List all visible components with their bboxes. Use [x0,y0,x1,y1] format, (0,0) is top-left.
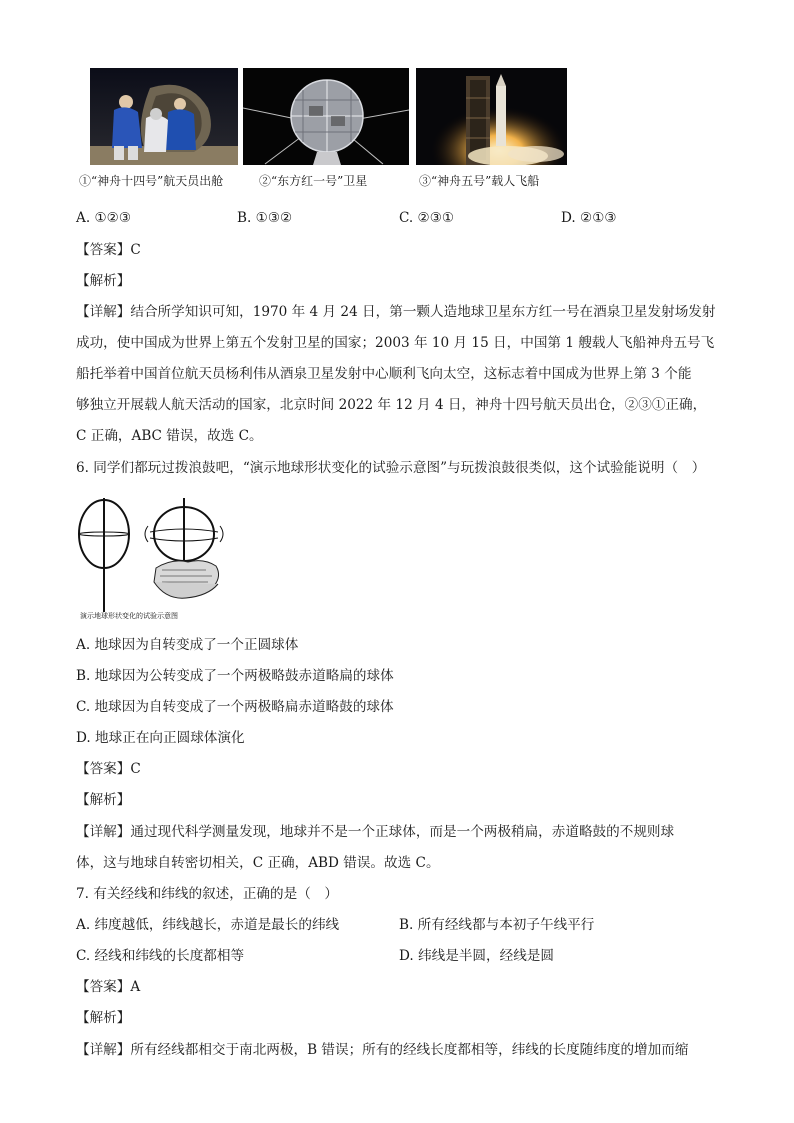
dongfanghong-satellite-photo [243,68,409,165]
q6-question: 6. 同学们都玩过拨浪鼓吧，“演示地球形状变化的试验示意图”与玩拨浪鼓很类似，这个试验能说明（ ） [76,460,706,476]
q6-detail-line-1: 【详解】通过现代科学测量发现，地球并不是一个正球体，而是一个两极稍扁，赤道略鼓的不规则球 [76,824,675,840]
q6-detail-line-2: 体，这与地球自转密切相关，C 正确，ABD 错误。故选 C。 [76,855,440,871]
q7-question: 7. 有关经线和纬线的叙述，正确的是（ ） [76,886,338,902]
q5-option-a: A. ①②③ [76,210,132,226]
q7-option-b: B. 所有经线都与本初子午线平行 [399,917,595,933]
q5-option-c: C. ②③① [399,210,455,226]
q6-option-d: D. 地球正在向正圆球体演化 [76,730,245,746]
q7-option-a: A. 纬度越低，纬线越长，赤道是最长的纬线 [76,917,340,933]
q6-option-a: A. 地球因为自转变成了一个正圆球体 [76,637,299,653]
q5-option-b: B. ①③② [237,210,293,226]
q7-detail-line-1: 【详解】所有经线都相交于南北两极，B 错误；所有的经线长度都相等，纬线的长度随纬度的增加而缩 [76,1042,689,1058]
q5-detail-line-5: C 正确，ABC 错误，故选 C。 [76,428,263,444]
photo-caption-3: ③“神舟五号”载人飞船 [419,174,540,188]
q5-detail-line-1: 【详解】结合所学知识可知，1970 年 4 月 24 日，第一颗人造地球卫星东方红一号在酒泉卫星发射场发射 [76,304,716,320]
astronaut-exit-photo [90,68,238,165]
q5-analysis-heading: 【解析】 [76,273,131,289]
q6-answer: 【答案】C [76,761,141,777]
q7-answer: 【答案】A [76,979,141,995]
q6-analysis-heading: 【解析】 [76,792,131,808]
photo-caption-2: ②“东方红一号”卫星 [259,174,368,188]
photo-caption-1: ①“神舟十四号”航天员出舱 [79,174,224,188]
q5-detail-line-4: 够独立开展载人航天活动的国家，北京时间 2022 年 12 月 4 日，神舟十四号航天员出仓，②③①正确， [76,397,707,413]
shenzhou5-launch-photo [416,68,567,165]
earth-shape-experiment-figure [76,496,236,622]
q7-analysis-heading: 【解析】 [76,1010,131,1026]
q7-option-d: D. 纬线是半圆，经线是圆 [399,948,554,964]
q5-option-d: D. ②①③ [561,210,617,226]
figure-caption: 演示地球形状变化的试验示意图 [80,612,178,620]
q7-option-c: C. 经线和纬线的长度都相等 [76,948,245,964]
q6-option-b: B. 地球因为公转变成了一个两极略鼓赤道略扁的球体 [76,668,394,684]
q6-option-c: C. 地球因为自转变成了一个两极略扁赤道略鼓的球体 [76,699,394,715]
q5-detail-line-2: 成功，使中国成为世界上第五个发射卫星的国家；2003 年 10 月 15 日，中国第 1 艘载人飞船神舟五号飞 [76,335,715,351]
q5-detail-line-3: 船托举着中国首位航天员杨利伟从酒泉卫星发射中心顺利飞向太空，这标志着中国成为世界上第 3 个能 [76,366,692,382]
q5-answer: 【答案】C [76,242,141,258]
